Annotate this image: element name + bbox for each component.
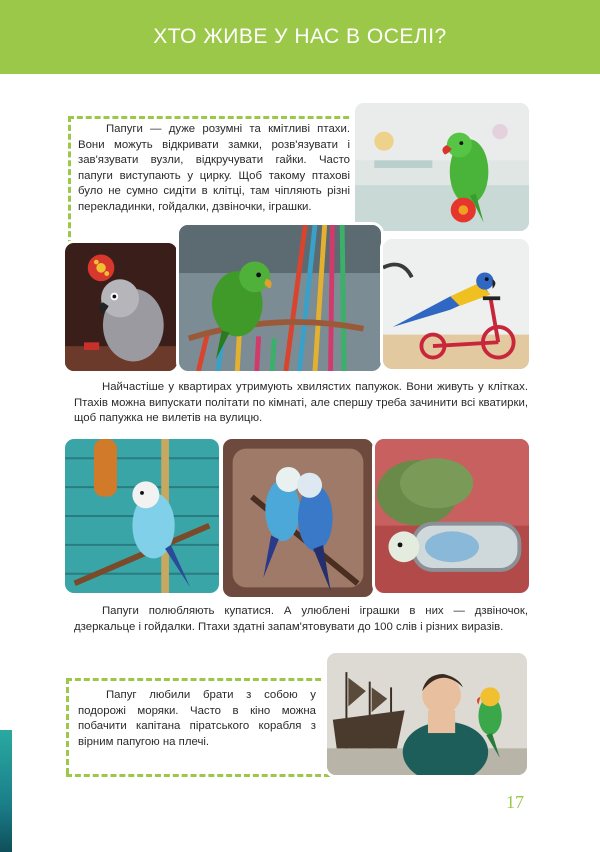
photo-parrot-on-ropes: [176, 222, 384, 374]
photo-green-parrot-ball: [352, 100, 532, 234]
photo-blue-budgie-branch: [62, 436, 222, 596]
dashed-frame-bottom-2: [66, 774, 330, 777]
page-number: 17: [506, 792, 524, 812]
page-title: ХТО ЖИВЕ У НАС В ОСЕЛІ?: [153, 25, 447, 48]
paragraph-sailors-parrots: Папуг любили брати з собою у подорожі моряки. Часто в кіно можна побачити капітана піратського корабля з вірним папугою на плечі.: [78, 689, 316, 748]
paragraph-parrots-intelligence: Папуги — дуже розумні та кмітливі птахи. Вони можуть відкривати замки, розв'язувати і зав'язувати вузли, відкручувати гайки. Часто папуги виступають у цирку. Щоб такому птахові було не сумно сидіти в клітці, там чіпляють різні перекладинки, гойдалки, дзвіночки, іграшки.: [78, 123, 350, 213]
photo-boy-with-parrot: [324, 650, 530, 778]
photo-budgie-mirror: [372, 436, 532, 596]
photo-two-budgies: [220, 436, 376, 600]
paragraph-parrots-toys: Папуги полюбляють купатися. А улюблені іграшки в них — дзвіночок, дзеркальце і гойдалки. Птахи здатні запам'ятовувати до 100 слів і різних виразів.: [74, 605, 528, 633]
paragraph-budgies-at-home: Найчастіше у квартирах утримують хвилястих папужок. Вони живуть у клітках. Птахів можна випускати політати по кімнаті, але спершу треба зачинити всі кватирки, щоб папужка не вилетів на вулицю.: [74, 381, 528, 425]
dashed-frame-top-2: [66, 678, 330, 681]
photo-grey-parrot-toy: [62, 240, 180, 374]
dashed-frame-top: [68, 116, 358, 119]
dashed-frame-left: [68, 116, 71, 246]
photo-macaw-tricycle: [380, 236, 532, 372]
page-edge-decoration: [0, 730, 12, 852]
page-header: [0, 0, 600, 74]
dashed-frame-left-2: [66, 678, 69, 774]
